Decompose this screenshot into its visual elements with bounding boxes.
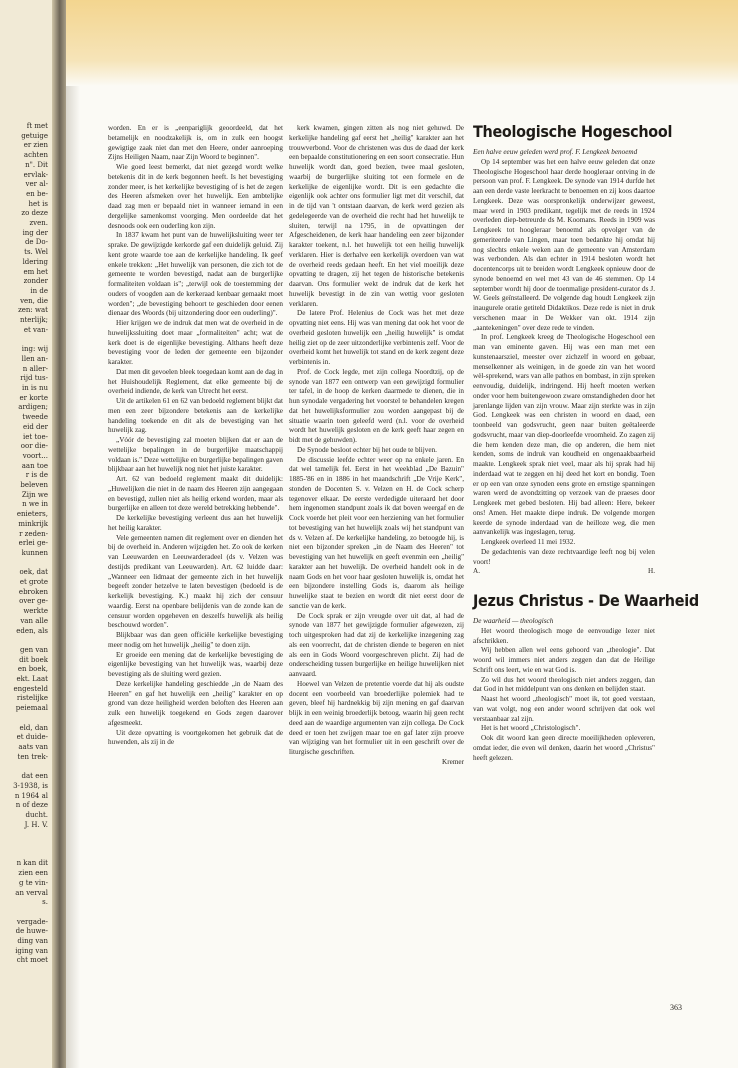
previous-page-line: tweede [22,413,48,422]
paragraph: Uit deze opvatting is voortgekomen het gebruik dat de huwenden, als zij in de [108,728,283,747]
previous-page-line: in is nu [21,383,48,392]
previous-page-line: aats van [18,743,48,751]
previous-page-line: er zien [23,141,48,150]
previous-page-line: ten trek- [17,752,48,761]
previous-page-line [4,850,48,860]
previous-page-line: n we in [22,500,48,509]
previous-page-line: voort... [22,451,48,460]
previous-page-text-fragments [4,122,48,966]
previous-page-line: ts. Wel [24,248,48,257]
previous-page-line: et grote [19,578,48,587]
paragraph: Wij hebben allen wel eens gehoord van „theologie". Dat woord wil immers niet anders zeggen dan dat de Heilige Schrift ons leert, wie en wat God is. [473,646,655,674]
previous-page-line: erlei ge- [18,539,48,548]
previous-page-line: n 1964 al [14,791,48,800]
previous-page-line [4,335,48,345]
previous-page-line: dit boek [19,655,48,664]
previous-page-line: aan toe [21,461,48,470]
paragraph: Vele gemeenten namen dit reglement over en dienden het bij de overheid in. Anderen wijzigden het. Zo ook de kerken van Leeuwarden en Leeuwarderadeel (ds v. Velzen was destijds predikant van Leeuwarden). Art. 62 luidde daar: „Wanneer een lidmaat der gemeente zich in het huwelijk begeeft zonder hetzelve te laten bevestigen (bedoeld is de kerkelijk bevestiging. K.) maakt hij zich der censuur waardig. Eerst na openbare belijdenis van de zonde kan de censuur worden opgeheven en deszelfs huwelijk als heilig beschouwd worden". [108,533,283,630]
previous-page-line: 3-1938, is [13,781,48,790]
previous-page-line: em het [23,267,48,276]
previous-page-line: eid der [22,422,48,431]
previous-page-line: llen an- [21,354,48,363]
paragraph: Het woord theologisch moge de eenvoudige lezer niet afschrikken. [473,626,655,645]
previous-page-line: zonder [23,277,48,286]
previous-page-line [4,714,48,724]
paragraph: Deze kerkelijke handeling geschiedde „in de Naam des Heeren" en gaf het huwelijk een „heilig" karakter en op grond van deze heiligheid werden beloften des Heeren aan zulk een huwelijk toegekend en Gods zegen daarover afgesmeekt. [108,679,283,727]
paragraph: De discussie leefde echter weer op na enkele jaren. En dat wel tamelijk fel. Eerst in het weekblad „De Bazuin" 1885-'86 en in 1886 in het maandschrift „De Vrije Kerk", stonden de Docenten S. v. Velzen en H. de Cock scherp tegenover elkaar. De eerste verdedigde uiteraard het door hem ingenomen standpunt zoals ik dat boven weergaf en de Cock voerde het pleit voor een herziening van het formulier tot bevestiging van het huwelijk zoals wij het standpunt van ds v. Velzen af. De kerkelijke handeling, zo betoogde hij, is niet een bijzonder spreken „in de Naam des Heeren" tot bevestiging van het huwelijk en geeft evenmin een „heilig" karakter aan het huwelijk. De overheid handelt ook in de naam Gods en het voor haar gesloten huwelijk is, omdat het een bijzondere instelling Gods is, daarom als heilige huwelijke staat te bezien en wordt dit niet eerst door de sanctie van de kerk. [289,455,464,610]
previous-page-line: ft met [26,122,48,130]
subtitle-lengkeek: Een halve eeuw geleden werd prof. F. Lengkeek benoemd [473,148,638,156]
previous-page-line: de huwe- [15,927,48,936]
page-number: 363 [670,1003,682,1012]
previous-page-line: engesteld [13,684,48,693]
paragraph: Wie goed leest bemerkt, dat niet gezegd wordt welke betekenis dit in de kerk begonnen heeft. Is het bevestiging zonder meer, is het kerkelijke bevestiging of is het de zegen des Heeren afsmeken over het huwelijk. Een ambtelijke daad zag men er bepaald niet in wanneer iemand in een dergelijke samenkomst voorging. Men oordeelde dat het desnoods ook een ouderling kon zijn. [108,163,283,230]
article-author: Kremer [442,757,464,766]
previous-page-line: r zeden- [19,529,48,538]
paragraph: Ook dit woord kan geen directe moeilijkheden opleveren, omdat ieder, die even wil denken, daarin het woord „Christus" heeft gelezen. [473,734,655,762]
previous-page-line: enieters, [16,510,48,519]
paragraph: De gedachtenis van deze rechtvaardige leeft nog bij velen voort! [473,547,655,566]
page-top-discoloration [66,0,738,86]
article-signature [473,567,655,577]
paragraph: Er groeide een mening dat de kerkelijke bevestiging de eigenlijke bevestiging van het huwelijk was, waarbij deze bevestiging als de sluiting werd gezien. [108,650,283,678]
previous-page-line: ristelijke [16,694,48,703]
paragraph: De Synode besloot echter bij het oude te blijven. [297,445,437,454]
previous-page-line: minkrijk [18,519,48,528]
previous-page-line: zien een [18,869,48,878]
previous-page-line [4,830,48,840]
previous-page-line: eld, dan [19,723,48,732]
previous-page-line: zen: wat [18,306,48,315]
book-gutter [52,0,66,1068]
previous-page-line: ekt. Laat [16,675,48,684]
previous-page-line: gen van [20,645,48,654]
signature-right: H. [648,567,655,576]
previous-page-line: kunnen [21,548,48,557]
previous-page-line: dat een [21,772,48,781]
previous-page-line [4,762,48,772]
previous-page-line: oor die- [20,442,48,451]
previous-page-line: er korte [19,393,48,402]
previous-page-line: achten [23,151,48,160]
paragraph: Dat men dit gevoelen bleek toegedaan komt aan de dag in het Huishoudelijk Reglement, dat elke gemeente bij de overheid indiende, de kerk van Utrecht het eerst. [108,367,283,396]
previous-page-line: iging van [15,946,48,955]
paragraph: De latere Prof. Helenius de Cock was het met deze opvatting niet eens. Hij was van mening dat ook het voor de overheid gesloten huwelijk een „heilig huwelijk" is omdat heilig ziet op de zeer uitzonderlijke verbintenis zelf. Voor de overheid komt het huwelijk tot stand en de kerk zegent deze verbintenis in. [289,309,464,366]
paragraph: Blijkbaar was dan geen officiële kerkelijke bevestiging meer nodig om het huwelijk „heilig" te doen zijn. [108,631,283,649]
previous-page-line: n". Dit [25,160,48,169]
previous-page-line: zo deze [21,209,48,218]
paragraph: Prof. de Cock legde, met zijn collega Noordtzij, op de synode van 1877 een ontwerp van een gewijzigd formulier ter tafel, in de hoop de kerken daarmede te dienen, die in hun synodale vergadering het voorstel te behandelen kregen dat het huwelijksformulier zou worden aangepast bij de situatie waarin toen geleefd werd (n.l. voor de overheid wordt het huwelijk gesloten en de kerk geeft haar zegen en bidt met de gehuwden). [289,367,464,444]
paragraph: Lengkeek overleed 11 mei 1932. [481,538,576,546]
previous-page-line: ven, die [20,296,48,305]
previous-page-line: van alle [20,616,48,625]
page-shadow [66,86,80,1068]
previous-page-line: an verval [15,888,48,897]
previous-page-line: et duide- [16,733,48,742]
previous-page-line: over ge- [19,597,48,606]
previous-page-line: ducht. [25,810,48,819]
previous-page-line: oek, dat [19,568,48,577]
paragraph: De Cock sprak er zijn vreugde over uit dat, al had de synode van 1877 het gewijzigde formulier afgewezen, zij toch uitgesproken had dat zij de kerkelijke inzegening zag als een voorrecht, dat de christen diende te begeren en niet als een in Gods Woord voorgeschreven plicht. Zij had de onderscheiding tussen burgerlijke en heilige huwelijken niet aanvaard. [289,611,464,678]
previous-page-line: zven. [29,219,48,228]
previous-page-line: n of deze [15,801,48,810]
previous-page-line: ding van [17,937,48,946]
previous-page-line: n aller- [22,364,48,373]
previous-page-line: iet toe- [23,432,48,441]
previous-page-line: ebroken [18,587,48,596]
previous-page-line: et van- [23,325,48,334]
paragraph: In prof. Lengkeek kreeg de Theologische Hogeschool een man van eminente gaven. Hij was een man met een kunstenaarsziel, meester over zichzelf in woord en gebaar, menselkenner als weinigen, in de goede zin van het woord wèl-sprekend, wars van alle pathos en bombast, in zijn spreken eenvoudig, duidelijk, indringend. Hij heeft moeten werken onder voor hem buitengewoon zware omstandigheden door het jarenlange lijden van zijn vrouw. Maar zijn sterkte was in zijn God. Lengkeek was een christen in woord en daad, een toonbeeld van godsvrucht, geen naar buiten geëtaleerde godsvrucht, maar van diep-doorleefde vroomheid. Zo zagen zij die hem kenden deze man, die op anderen, die hem niet kenden, soms de indruk van koudheid en ongenaakbaarheid maakte. Lengkeek sprak niet veel, maar als hij sprak had hij inderdaad wat te zeggen en hij deed het kort en bondig. Toen er op een van onze synoden eens grote en ernstige spanningen waren werd de avondzitting op verzoek van de praeses door Lengkeek met gebed besloten. Hij bad alleen: Here, bekeer ons! Amen. Het maakte diepe indruk. De volgende morgen keerde de synode inderdaad van de heilloze weg, die men aanvankelijk was ingeslagen, terug. [473,333,655,537]
previous-page-line: n kan dit [16,859,48,868]
previous-page-line: s. [42,898,48,907]
column-left [108,124,283,748]
previous-page-line: nterlijk; [19,316,48,325]
column-middle [289,124,464,768]
previous-page-line: J. H. V. [24,820,48,829]
previous-page-line: rijd tus- [20,374,48,383]
previous-page-line: eden, als [16,626,48,635]
paragraph: Naast het woord „theologisch" moet ik, tot goed verstaan, van wat volgt, nog een ander woord schrijven dat ook wel verstaanbaar zal zijn. [473,695,655,723]
previous-page-line: vergade- [16,917,48,926]
paragraph: Het is het woord „Christologisch". [481,724,581,733]
previous-page-line: ldering [22,257,48,266]
paragraph: De kerkelijke bevestiging verleent dus aan het huwelijk het heilig karakter. [108,514,283,532]
previous-page-line: ervlak- [23,170,48,179]
previous-page-line: en boek, [17,665,48,674]
previous-page-line: ardigen; [18,403,48,412]
previous-page-line: g te vin- [19,878,48,887]
previous-page-line [4,840,48,850]
previous-page-line: peiemaal [15,704,48,713]
paragraph: worden. En er is „eenpariglijk geoordeeld, dat het betamelijk en noodzakelijk is, om in zulk een hoogst gewigtige zaak niet dan met den Heere, onder aanroeping Zijns Heiligen Naam, naar Zijn Woord te beginnen". [108,124,283,162]
heading-jezus-christus: Jezus Christus - De Waarheid [473,591,699,610]
paragraph: Hoewel van Velzen de pretentie voerde dat hij als oudste docent een voorbeeld van broederlijke polemiek had te geven, bleef hij hardnekkig bij zijn mening en gaf daarvan blijk in een weinig broederlijk betoog, waarin hij geen recht deed aan de waardige argumenten van zijn collega. De Cock deed er toen het zwijgen maar toe en gaf later zijn proeve van wijziging van het formulier uit in een geschrift over de liturgische geschriften. [289,679,464,756]
previous-page-line [4,559,48,569]
previous-page-edge [0,0,52,1068]
paragraph: Uit de artikelen 61 en 62 van bedoeld reglement blijkt dat men een zeer bijzondere betekenis aan de kerkelijke handeling toekende en dit als de bevestiging van het huwelijk zag. [108,397,283,435]
previous-page-line: de Do- [24,238,48,247]
previous-page-line: in de [30,286,48,295]
previous-page-line: ing der [22,228,48,237]
previous-page-line: beleven [20,481,48,490]
paragraph: Hier krijgen we de indruk dat men wat de overheid in de huwelijkssluiting doet maar „formaliteiten" acht; wat de kerk doet is de eigenlijke bevestiging. Althans heeft deze bevestiging voor de leden der gemeente een bijzonder karakter. [108,319,283,366]
previous-page-line: cht moet [16,956,48,965]
paragraph: „Vóór de bevestiging zal moeten blijken dat er aan de wettelijke bepalingen in de burgerlijke maatschappij voldaan is." Deze wettelijke en burgerlijke bepalingen gaven blijkbaar aan het huwelijk nog niet het juiste karakter. [108,436,283,474]
paragraph: In 1837 kwam het punt van de huwelijksluiting weer ter sprake. De gewijzigde kerkorde gaf een duidelijk geluid. Zij kent grote waarde toe aan de kerkelijke handeling. Ik geef enkele trekken: „Het huwelijk van personen, die zich tot de gemeente te worden bevestigd, nadat aan de burgerlijke formaliteiten voldaan is"; „terwijl ook de toestemming der ouders of voogden aan de kerkeraad kenbaar gemaakt moet worden"; „de bevestiging behoort te geschieden door eenen dienaar des Woords (bij uitzondering door een ouderling)". [108,231,283,318]
previous-page-line: Zijn we [21,490,48,499]
previous-page-line: het is [28,199,48,208]
previous-page-line: ver al- [25,180,48,189]
previous-page-line: getuige [21,131,48,140]
paragraph: kerk kwamen, gingen zitten als nog niet gehuwd. De kerkelijke handeling gaf eerst het „heilig" karakter aan het trouwverbond. Voor de christenen was dus de daad der kerk een bepaalde constitutionering en een soort consecratie. Hun huwelijk wordt dan, goed bezien, twee maal gesloten, waarbij de burgerlijke sluiting tot een formele en de kerkelijke de eigenlijke wordt. Dit is een gedachte die eigenlijk ook achter ons formulier ligt met dit verschil, dat in de tijd van 't ontstaan daarvan, de kerk werd gezien als gedelegeerde van de overheid die recht had het huwelijk te sluiten, terwijl na 1795, in de opvattingen der Afgescheidenen, de kerk haar handeling een zeer bijzonder karakter toekent, n.l. het huwelijk tot een heilig huwelijk verklaren. Hier is derhalve een kerkelijk overdoen van wat de overheid reeds gedaan heeft. En het viel moeilijk deze opvatting te dragen, zij het tegen de historische betekenis daarvan. Ons formulier wekt de indruk dat de kerk het huwelijk bevestigt in de zin van wettig voor gesloten verklaren. [289,124,464,308]
previous-page-line: werkte [23,607,48,616]
column-right [473,122,699,763]
previous-page-line [4,636,48,646]
previous-page-line: ing: wij [21,345,48,354]
signature-left: A. [473,567,480,576]
previous-page-line: r is de [25,471,48,480]
subtitle-waarheid: De waarheid — theologisch [473,617,554,625]
previous-page-line [4,908,48,918]
paragraph: Art. 62 van bedoeld reglement maakt dit duidelijk: „Huwelijken die niet in de naam des Heeren zijn aangegaan en bevestigd, zullen niet als heilig erkend worden, maar als burgerlijke en alleen tot deze wereld betrekking hebbende". [108,475,283,513]
paragraph: Zo wil dus het woord theologisch niet anders zeggen, dan dat God in het middelpunt van ons denken en belijden staat. [473,675,655,694]
previous-page-line: en be- [26,189,48,198]
heading-theologische-hogeschool: Theologische Hogeschool [473,122,673,141]
paragraph: Op 14 september was het een halve eeuw geleden dat onze Theologische Hogeschool haar derde hoogleraar ontving in de persoon van prof. F. Lengkeek. De synode van 1914 durfde het aan een derde vaste leerkracht te benoemen en zij koos daartoe Lengkeek. Deze was oorspronkelijk onderwijzer geweest, maar werd in 1903 predikant, tegelijk met de reeds in 1924 overleden diep-betreurde ds M. Koomans. Reeds in 1909 was Lengkeek tot hoogleraar benoemd als opvolger van de gemeriteerde van Lingen, maar toen bedankte hij omdat hij nog slechts enkele weken aan de gemeente van Amsterdam was verbonden. Als dan echter in 1914 besloten wordt het docentencorps uit te breiden wordt Lengkeek opnieuw door de synode benoemd en wel met 43 van de 46 stemmen. Op 14 september wordt hij door de toenmalige president-curator ds J. W. Geels geïnstalleerd. De volgende dag houdt Lengkeek zijn inaugurele oratie getiteld Didaktikos. Deze rede is niet in druk verschenen maar in De Wekker van okt. 1914 zijn „aantekeningen" over deze rede te vinden. [473,157,655,332]
